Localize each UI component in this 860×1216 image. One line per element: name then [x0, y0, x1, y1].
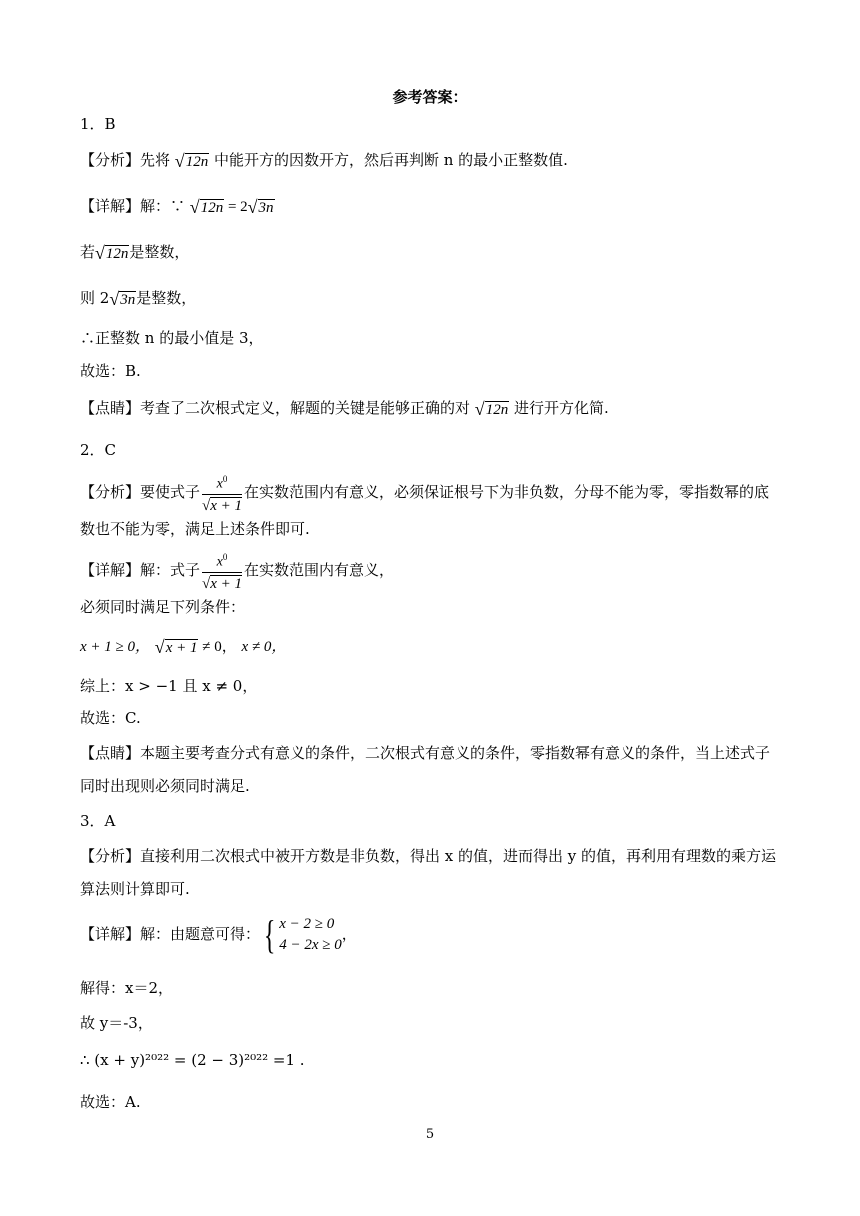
q3-detail-pre: 【详解】解：由题意可得：: [80, 925, 261, 943]
q1-head: 1．B: [80, 115, 116, 133]
q1-comment: [80, 398, 609, 420]
q1-choose: 故选：B.: [80, 362, 141, 380]
q1-analysis: [80, 150, 568, 172]
q2-conditions: [80, 636, 286, 658]
q1-analysis-post: 中能开方的因数开方，然后再判断 n 的最小正整数值.: [213, 151, 568, 169]
q2-analysis-pre: 【分析】要使式子: [80, 482, 201, 501]
q2-detail: [80, 548, 394, 594]
q2-analysis-fraction: $\frac{x^0}{√x + 1}$: [202, 474, 243, 514]
q3-sys-post: ，: [341, 925, 357, 943]
q3-choose: 故选：A.: [80, 1093, 141, 1111]
q2-analysis-post: 在实数范围内有意义，必须保证根号下为非负数，分母不能为零，零指数幂的底: [244, 482, 770, 501]
q1-min: ∴正整数 n 的最小值是 3，: [80, 329, 264, 347]
q2-detail-fraction: $\frac{x^0}{√x + 1}$: [202, 552, 243, 592]
q2-cond-3: x ≠ 0，: [241, 639, 287, 655]
q3-inequality-system: { x − 2 ≥ 0 4 − 2x ≥ 0: [263, 912, 342, 957]
page-number: 5: [425, 1127, 435, 1142]
q2-comment-line2: 同时出现则必须同时满足.: [80, 777, 250, 795]
q1-comment-post: 进行开方化简.: [513, 399, 609, 417]
q1-analysis-radical: √12n: [174, 151, 209, 171]
q3-head: 3．A: [80, 812, 116, 830]
page-title: 参考答案：: [392, 88, 468, 106]
q3-analysis-line2: 算法则计算即可.: [80, 880, 190, 898]
q3-analysis-line1: 【分析】直接利用二次根式中被开方数是非负数，得出 x 的值，进而得出 y 的值，再利用有理数的乘方运: [80, 847, 777, 865]
q2-summary: 综上：x > −1 且 x ≠ 0，: [80, 677, 258, 695]
q2-cond-2-radical: √x + 1: [154, 637, 198, 657]
q1-detail-radical-2: √3n: [247, 197, 274, 217]
q2-analysis: [80, 470, 769, 516]
q2-choose: 故选：C.: [80, 709, 141, 727]
q1-if-post: 是整数，: [129, 243, 190, 261]
q2-detail-post: 在实数范围内有意义，: [244, 560, 395, 579]
q3-calc: ∴ (x + y)²⁰²² = (2 − 3)²⁰²² =1 .: [80, 1051, 305, 1069]
q1-detail: [80, 196, 275, 218]
q1-if-pre: 若: [80, 243, 96, 261]
q1-analysis-pre: 【分析】先将: [80, 151, 171, 169]
q3-sys-row-2: 4 − 2x ≥ 0: [279, 937, 342, 953]
q1-comment-radical: √12n: [474, 399, 509, 419]
q1-comment-pre: 【点睛】考查了二次根式定义，解题的关键是能够正确的对: [80, 399, 471, 417]
q3-solve: 解得：x＝2，: [80, 979, 174, 997]
q1-if: [80, 242, 189, 264]
q2-analysis-line2: 数也不能为零，满足上述条件即可.: [80, 520, 310, 538]
q3-so-y: 故 y＝-3，: [80, 1014, 153, 1032]
q1-then-pre: 则 2: [80, 289, 110, 307]
q1-then-radical: √3n: [109, 289, 136, 309]
q2-cond-2-post: ≠ 0，: [198, 639, 237, 655]
q3-detail: [80, 914, 357, 956]
q1-detail-eq: = 2: [224, 199, 248, 215]
q2-must: 必须同时满足下列条件：: [80, 598, 246, 616]
q2-comment-line1: 【点睛】本题主要考查分式有意义的条件，二次根式有意义的条件，零指数幂有意义的条件，当上述式子: [80, 744, 771, 762]
q2-cond-1: x + 1 ≥ 0，: [80, 639, 151, 655]
q1-detail-pre: 【详解】解：∵: [80, 197, 186, 215]
q1-detail-radical-1: √12n: [189, 197, 224, 217]
q1-if-radical: √12n: [95, 243, 129, 263]
q2-detail-pre: 【详解】解：式子: [80, 560, 201, 579]
q1-then-post: 是整数，: [136, 289, 197, 307]
q3-sys-row-1: x − 2 ≥ 0: [279, 916, 335, 932]
q2-head: 2．C: [80, 441, 117, 459]
q1-then: [80, 288, 196, 310]
